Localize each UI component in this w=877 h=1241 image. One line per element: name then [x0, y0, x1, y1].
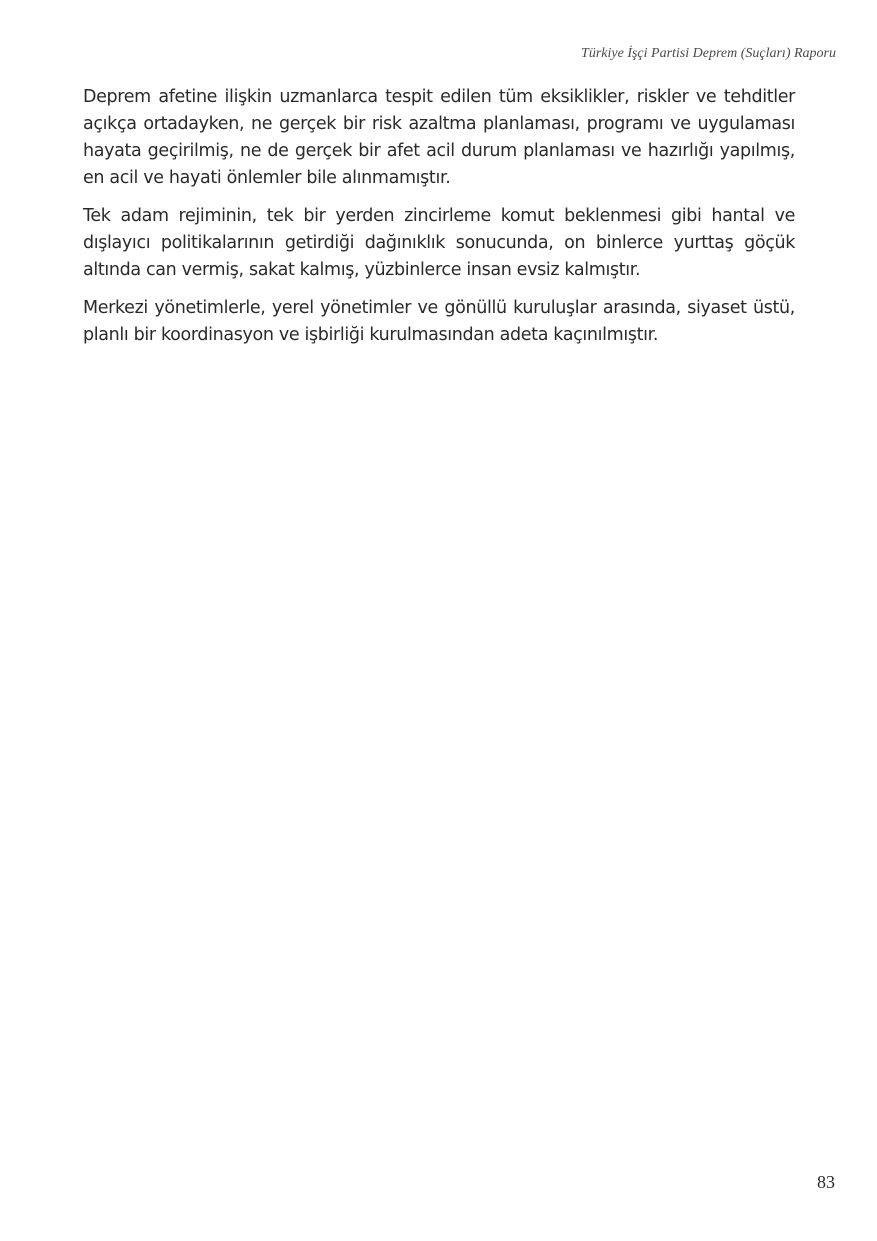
paragraph: Merkezi yönetimlerle, yerel yönetimler ve gönüllü kuruluşlar arasında, siyaset üstü, planlı bir koordinasyon ve işbirliği kurulmasından adeta kaçınılmıştır. — [83, 298, 795, 345]
page-number: 83 — [817, 1172, 835, 1192]
paragraph: Tek adam rejiminin, tek bir yerden zincirleme komut beklenmesi gibi hantal ve dışlayıcı politikalarının getirdiği dağınıklık sonucunda, on binlerce yurttaş göçük altında can vermiş, sakat kalmış, yüzbinlerce insan evsiz kalmıştır. — [83, 206, 795, 280]
paragraph: Deprem afetine ilişkin uzmanlarca tespit edilen tüm eksiklikler, riskler ve tehditler açıkça ortadayken, ne gerçek bir risk azaltma planlaması, programı ve uygulaması hayata geçirilmiş, ne de gerçek bir afet acil durum planlaması ve hazırlığı yapılmış, en acil ve hayati önlemler bile alınmamıştır. — [83, 87, 795, 188]
running-header: Türkiye İşçi Partisi Deprem (Suçları) Raporu — [581, 46, 836, 61]
body-text — [83, 84, 795, 360]
